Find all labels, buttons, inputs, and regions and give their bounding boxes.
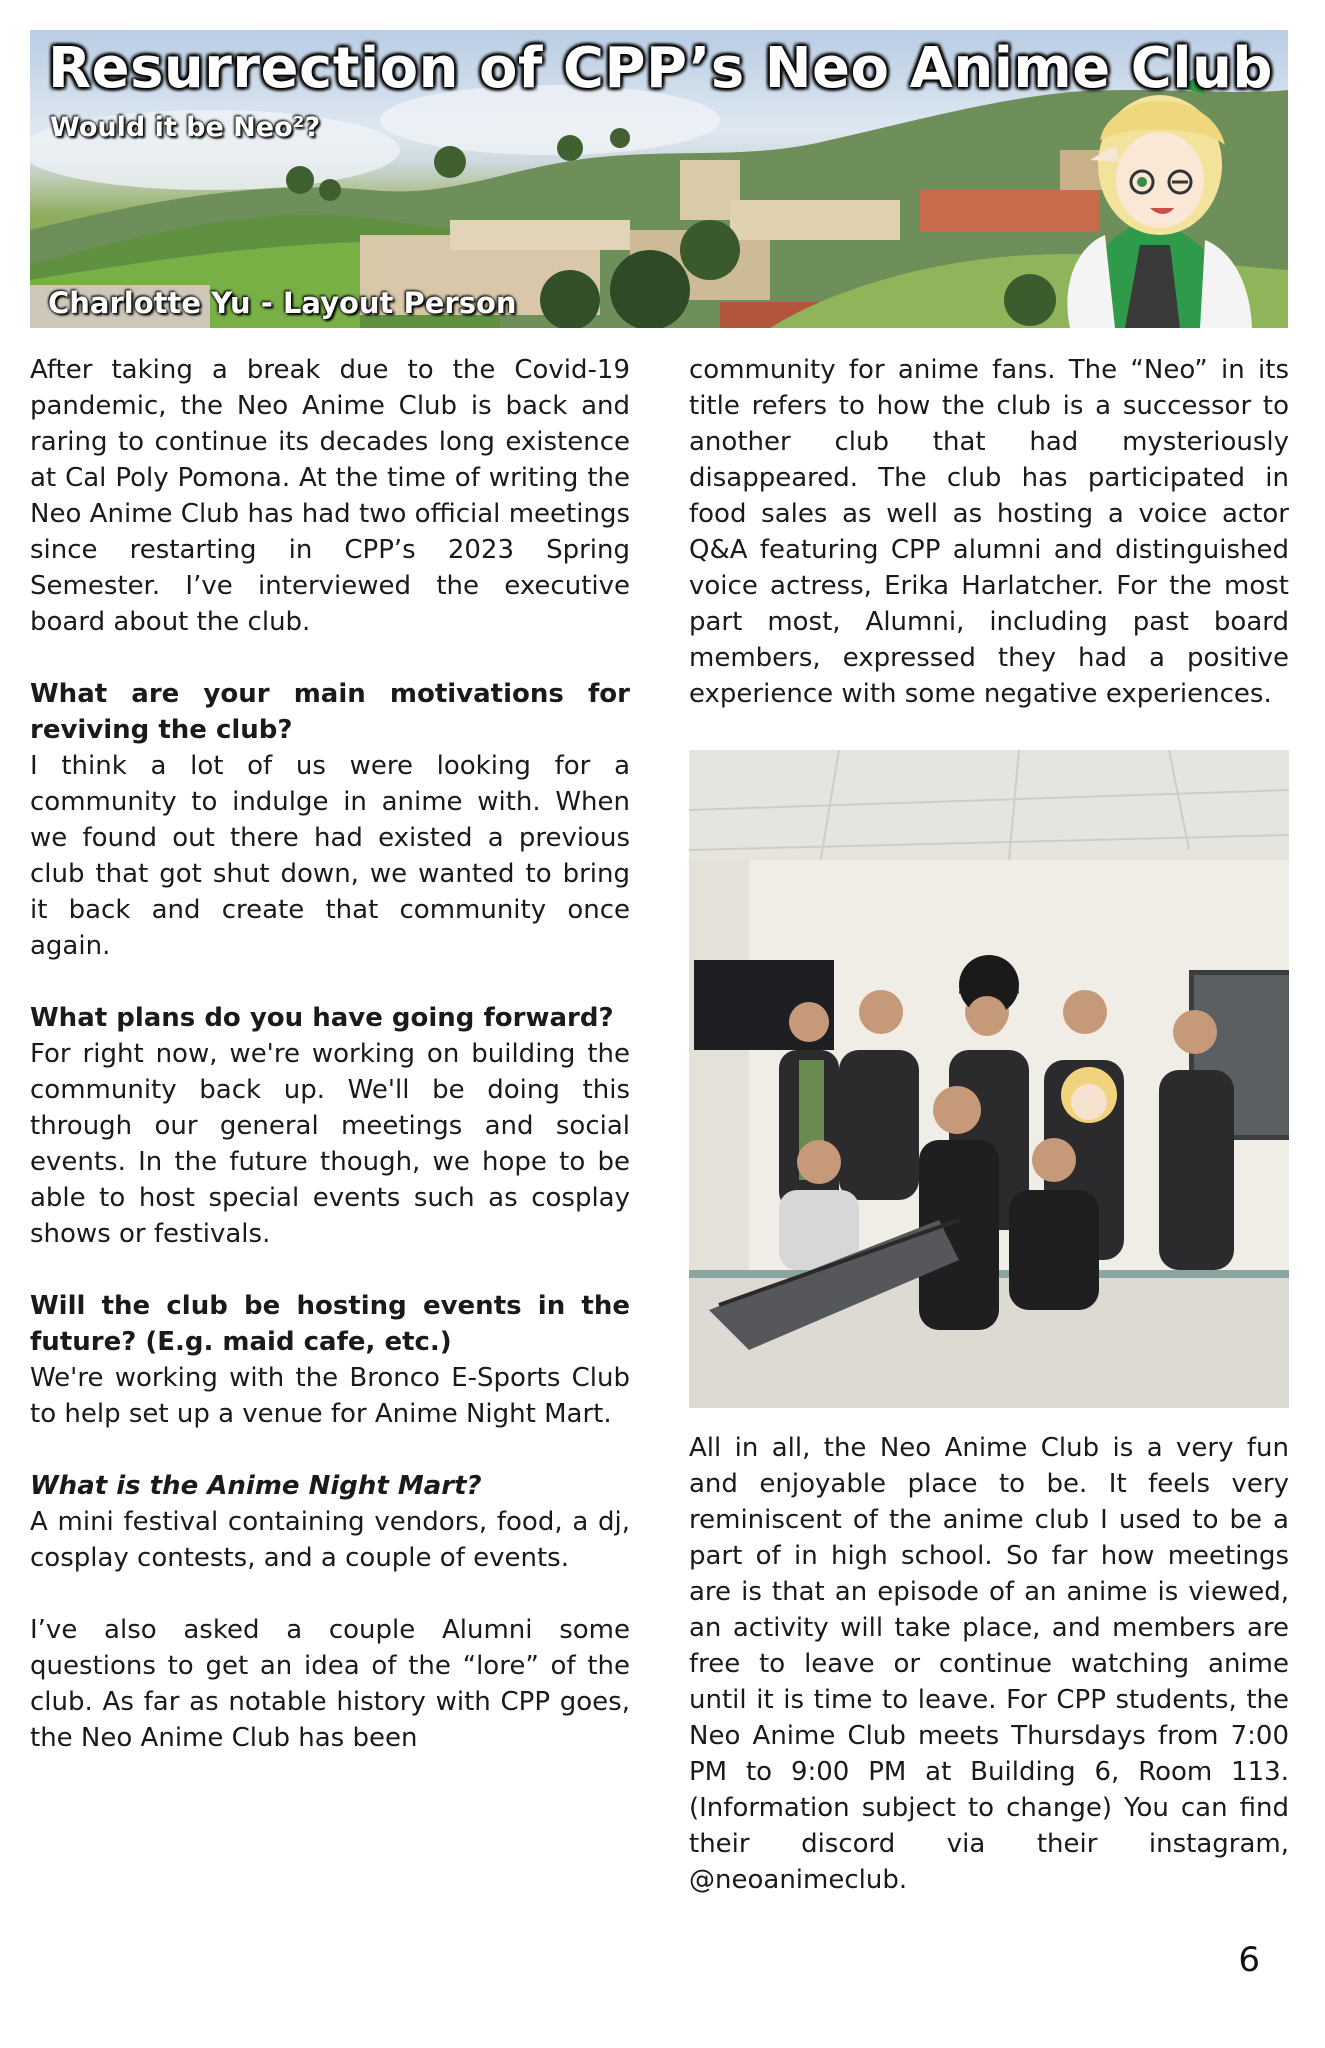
alumni-paragraph-continued: community for anime fans. The “Neo” in its title refers to how the club is a successor to another club that had mysteriously disappeared. The club has participated in food sales as well as hosting a voice actor Q&A featuring CPP alumni and distinguished voice actress, Erika Harlatcher. For the most part most, Alumni, including past board members, expressed they had a positive experience with some negative experiences. (689, 355, 1289, 709)
answer-plans: For right now, we're working on building the community back up. We'll be doing this through our general meetings and social events. In the future though, we hope to be able to host special events such as cosplay shows or festivals. (30, 1039, 630, 1249)
question-night-mart: What is the Anime Night Mart? (30, 1471, 482, 1501)
question-plans: What plans do you have going forward? (30, 1003, 614, 1033)
article-title: Resurrection of CPP’s Neo Anime Club (48, 36, 1273, 101)
alumni-paragraph: I’ve also asked a couple Alumni some questions to get an idea of the “lore” of the club. As far as notable history with CPP goes, the Neo Anime Club has been (30, 1615, 630, 1753)
answer-events: We're working with the Bronco E-Sports Club to help set up a venue for Anime Night Mart. (30, 1363, 630, 1429)
left-column (30, 352, 630, 1756)
conclusion-paragraph: All in all, the Neo Anime Club is a very fun and enjoyable place to be. It feels very reminiscent of the anime club I used to be a part of in high school. So far how meetings are is that an episode of an anime is viewed, an activity will take place, and members are free to leave or continue watching anime until it is time to leave. For CPP students, the Neo Anime Club meets Thursdays from 7:00 PM to 9:00 PM at Building 6, Room 113. (Information subject to change) You can find their discord via their instagram, @neoanimeclub. (689, 1433, 1289, 1895)
right-column (689, 352, 1289, 712)
conclusion-column (689, 1430, 1289, 1898)
answer-night-mart: A mini festival containing vendors, food, a dj, cosplay contests, and a couple of events. (30, 1507, 630, 1573)
group-photo-image (689, 750, 1289, 1408)
answer-motivations: I think a lot of us were looking for a community to indulge in anime with. When we found out there had existed a previous club that got shut down, we wanted to bring it back and create that community once again. (30, 751, 630, 961)
club-group-photo (689, 750, 1289, 1408)
page-number: 6 (1238, 1940, 1260, 1980)
author-byline: Charlotte Yu - Layout Person (48, 286, 517, 320)
header-banner (30, 30, 1288, 328)
intro-paragraph: After taking a break due to the Covid-19 pandemic, the Neo Anime Club is back and raring to continue its decades long existence at Cal Poly Pomona. At the time of writing the Neo Anime Club has had two official meetings since restarting in CPP’s 2023 Spring Semester. I’ve interviewed the executive board about the club. (30, 355, 630, 637)
question-motivations: What are your main motivations for reviving the club? (30, 679, 630, 745)
article-subtitle: Would it be Neo²? (50, 112, 321, 143)
question-events: Will the club be hosting events in the future? (E.g. maid cafe, etc.) (30, 1291, 630, 1357)
